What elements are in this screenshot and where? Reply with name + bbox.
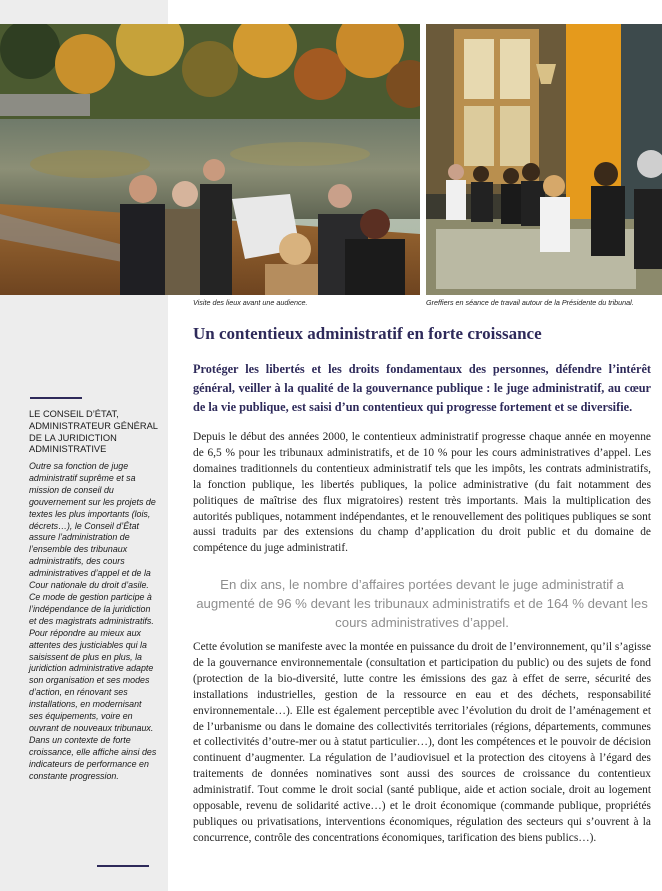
photo-meeting-room — [426, 24, 662, 295]
photo-caption-left: Visite des lieux avant une audience. — [193, 298, 308, 307]
pull-quote: En dix ans, le nombre d’affaires portées devant le juge administratif a augmenté de 96 % devant les tribunaux administratifs et de 164 % devant les cours administratives d’appel. — [196, 577, 648, 630]
article-lead: Protéger les libertés et les droits fondamentaux des personnes, défendre l’intérêt général, veiller à la qualité de la gouvernance publique : le juge administratif, au cœur de la vie publique, est saisi d’un contentieux qui progresse fortement et se diversifie. — [193, 362, 651, 414]
photo-caption-right: Greffiers en séance de travail autour de la Présidente du tribunal. — [426, 298, 634, 307]
sidebar-divider-bottom — [97, 865, 149, 867]
sidebar-heading: LE CONSEIL D’ÉTAT, ADMINISTRATEUR GÉNÉRAL DE LA JURIDICTION ADMINISTRATIVE — [29, 409, 158, 455]
photo-riverside-visit — [0, 24, 420, 295]
article-paragraph-2: Cette évolution se manifeste avec la montée en puissance du droit de l’environnement, qu’il s’agisse de la gouvernance environnementale (consultation et participation du public) ou des sujets de fond (protection de la bio-diversité, lutte contre les émissions des gaz à effet de serre, sécurité des installations industrielles, gestion de la ressource en eau et des déchets, responsabilité environnementale…). Elle est également perceptible avec l’évolution du droit de l’aménagement et de l’urbanisme ou dans le domaine des collectivités territoriales (régions, départements, communes et collectivités d’outre-mer ou à statut particulier…), dont les compétences et le pouvoir de décision continuent d’augmenter. La régulation de l’audiovisuel et la protection des citoyens à l’égard des traitements de données nominatives sont aussi des sources de croissance du contentieux administratif. Tout comme le droit social (santé publique, aide et action sociale, droit au logement opposable, revenu de solidarité active…) et le droit économique (commande publique, propriétés publiques ou privatisations, interventions économiques, régulation des secteurs qui s’ouvrent à la concurrence, contrôle des concentrations économiques, tarification des biens publics…). — [193, 641, 651, 844]
sidebar-text: Outre sa fonction de juge administratif suprême et sa mission de conseil du gouvernement sur les projets de textes les plus importants (lois, décrets…), le Conseil d’État assure l’administration de l’ensemble des tribunaux administratifs, des cours administratives d’appel et de la Cour nationale du droit d’asile. Ce mode de gestion participe à l’indépendance de la juridiction et des magistrats administratifs. Pour répondre au mieux aux attentes des justiciables qui la saisissent de plus en plus, la juridiction administrative adapte son organisation et ses modes d’action, en rénovant ses installations, en modernisant ses équipements, voire en ouvrant de nouveaux tribunaux. Dans un contexte de forte croissance, elle affiche ainsi des indicateurs de performance en constante progression. — [29, 461, 157, 781]
sidebar-divider-top — [30, 397, 82, 399]
article-paragraph-1: Depuis le début des années 2000, le contentieux administratif progresse chaque année en moyenne de 6,5 % pour les tribunaux administratifs, et de 10 % pour les cours administratives d’appel. Les domaines traditionnels du contentieux administratif tels que les impôts, les contrats administratifs, la fonction publique, les libertés publiques, la police administrative (du fait notamment des politiques de maîtrise des flux migratoires) restent très importants. Mais la multiplication des autorités publiques, notamment indépendantes, et le renouvellement des politiques publiques se sont aussi traduits par des extensions du champ d’application du droit public et du domaine de compétence du juge administratif. — [193, 431, 651, 555]
article-title: Un contentieux administratif en forte croissance — [193, 324, 542, 343]
